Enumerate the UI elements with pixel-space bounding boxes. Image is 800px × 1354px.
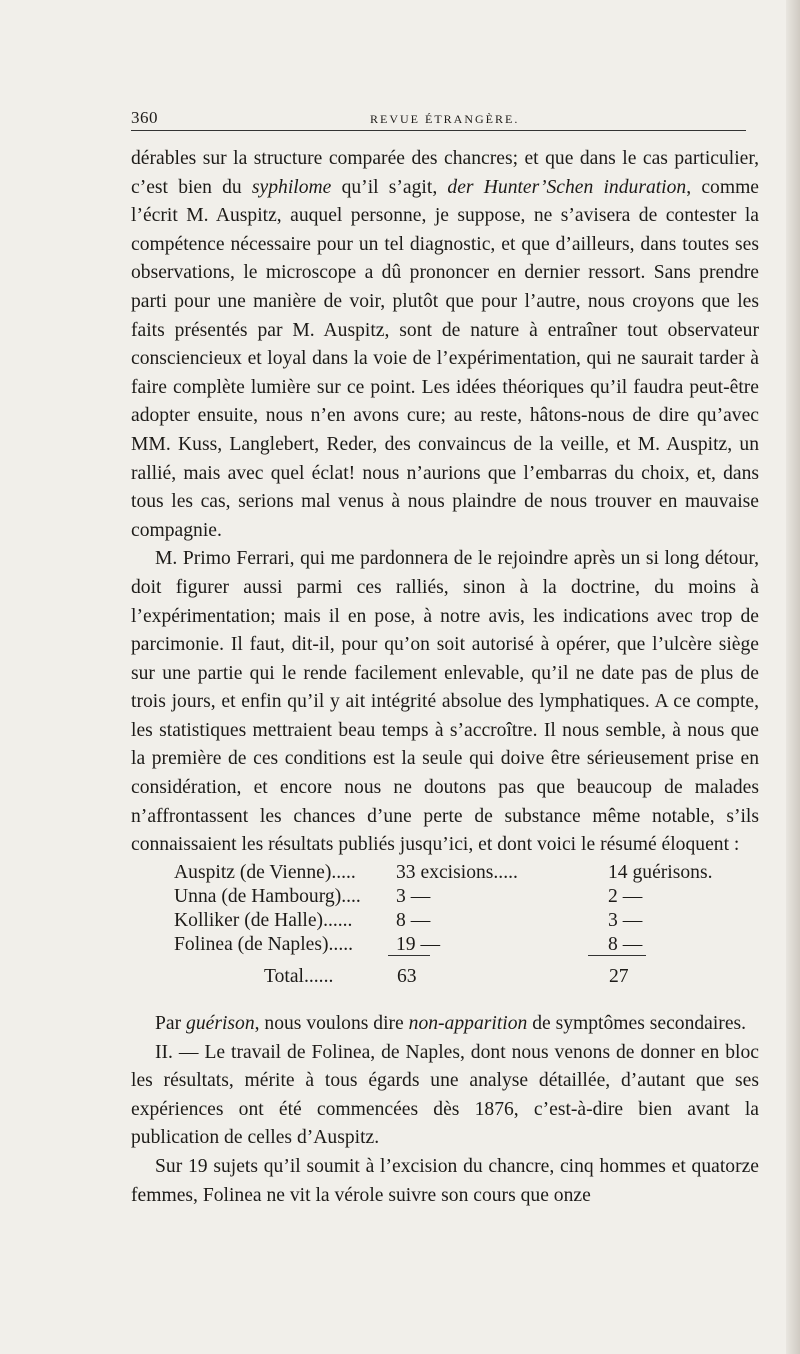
results-table [174,862,734,958]
running-head [0,100,800,130]
sum-rule-guerisons [588,955,646,956]
excisions-cell: 8 — [396,910,431,931]
table-row [174,862,734,886]
author-cell: Kolliker (de Halle)...... [174,910,353,931]
excisions-cell: 19 — [396,934,441,955]
body-text-upper [131,145,759,860]
total-guerisons: 27 [609,966,629,987]
total-label: Total...... [264,966,334,987]
italic-term: der Hunter’Schen induration [447,176,687,198]
text-span: qu’il s’agit, [331,176,448,198]
sum-rule-excisions [388,955,430,956]
italic-term: non-apparition [408,1013,528,1034]
text-span: de symptômes secondaires. [527,1013,747,1034]
paragraph-1 [131,145,759,545]
body-text-lower [131,1010,759,1210]
guerisons-cell: 3 — [608,910,643,931]
running-title: REVUE ÉTRANGÈRE. [370,112,520,126]
paragraph-5: Sur 19 sujets qu’il soumit à l’excision du chancre, cinq hommes et quatorze femmes, Folinea ne vit la vérole suivre son cours que onze [131,1155,759,1206]
text-span: , nous voulons dire [254,1013,409,1034]
table-row [174,934,734,958]
author-cell: Folinea (de Naples)..... [174,934,354,955]
paragraph-2: M. Primo Ferrari, qui me pardonnera de le rejoindre après un si long détour, doit figurer aussi parmi ces ralliés, sinon à la doctrine, du moins à l’expérimentation; mais il en pose, à notre avis, les indications avec trop de parcimonie. Il faut, dit-il, pour qu’on soit autorisé à opérer, que l’ulcère siège sur une partie qui le rende facilement enlevable, qu’il ne date pas de plus de trois jours, et enfin qu’il y ait intégrité absolue des lymphatiques. A ce compte, les statistiques mettraient beau temps à s’accroître. Il nous semble, à nous que la première de ces conditions est la seule qui doive être sérieusement prise en considération, et encore nous ne doutons pas que beaucoup de malades n’affrontassent les chances d’une perte de substance même notable, s’ils connaissaient les résultats publiés jusqu’ici, et dont voici le résumé éloquent : [131,548,759,856]
text-span: Par [155,1013,187,1034]
guerisons-cell: 8 — [608,934,643,955]
excisions-cell: 33 excisions..... [396,862,518,883]
paragraph-3 [131,1010,759,1039]
author-cell: Unna (de Hambourg).... [174,886,361,907]
author-cell: Auspitz (de Vienne)..... [174,862,356,883]
page-edge-shadow [786,0,800,1354]
italic-term: syphilome [251,176,332,198]
guerisons-cell: 2 — [608,886,643,907]
paragraph-4: II. — Le travail de Folinea, de Naples, dont nous venons de donner en bloc les résultats, mérite à tous égards une analyse détaillée, d’autant que ses expériences ont été commencées dès 1876, c’est-à-dire bien avant la publication de celles d’Auspitz. [131,1041,759,1149]
text-span: dérables sur la structure comparée des chancres; et que dans le cas particulier, c’est bien du [131,148,759,198]
total-row [0,966,800,992]
page-number: 360 [131,108,158,127]
table-row [174,910,734,934]
total-excisions: 63 [397,966,417,987]
header-rule [131,130,746,131]
italic-term: guérison [186,1013,255,1034]
excisions-cell: 3 — [396,886,431,907]
text-span: , comme l’écrit M. Auspitz, auquel personne, je suppose, ne s’avisera de contester la compétence nécessaire pour un tel diagnostic, et que d’ailleurs, dans toutes ses observations, le microscope a dû prononcer en dernier ressort. Sans prendre parti pour une manière de voir, plutôt que pour l’autre, nous croyons que les faits présentés par M. Auspitz, sont de nature à entraîner tout observateur consciencieux et loyal dans la voie de l’expérimentation, qui ne saurait tarder à faire complète lumière sur ce point. Les idées théoriques qu’il faudra peut-être adopter ensuite, nous n’en avons cure; au reste, hâtons-nous de dire qu’avec MM. Kuss, Langlebert, Reder, des convaincus de la veille, et M. Auspitz, un rallié, mais avec quel éclat! nous n’aurions que l’embarras du choix, et, dans tous les cas, serions mal venus à nous plaindre de nous trouver en mauvaise compagnie. [131,176,760,541]
table-row [174,886,734,910]
guerisons-cell: 14 guérisons. [608,862,713,883]
